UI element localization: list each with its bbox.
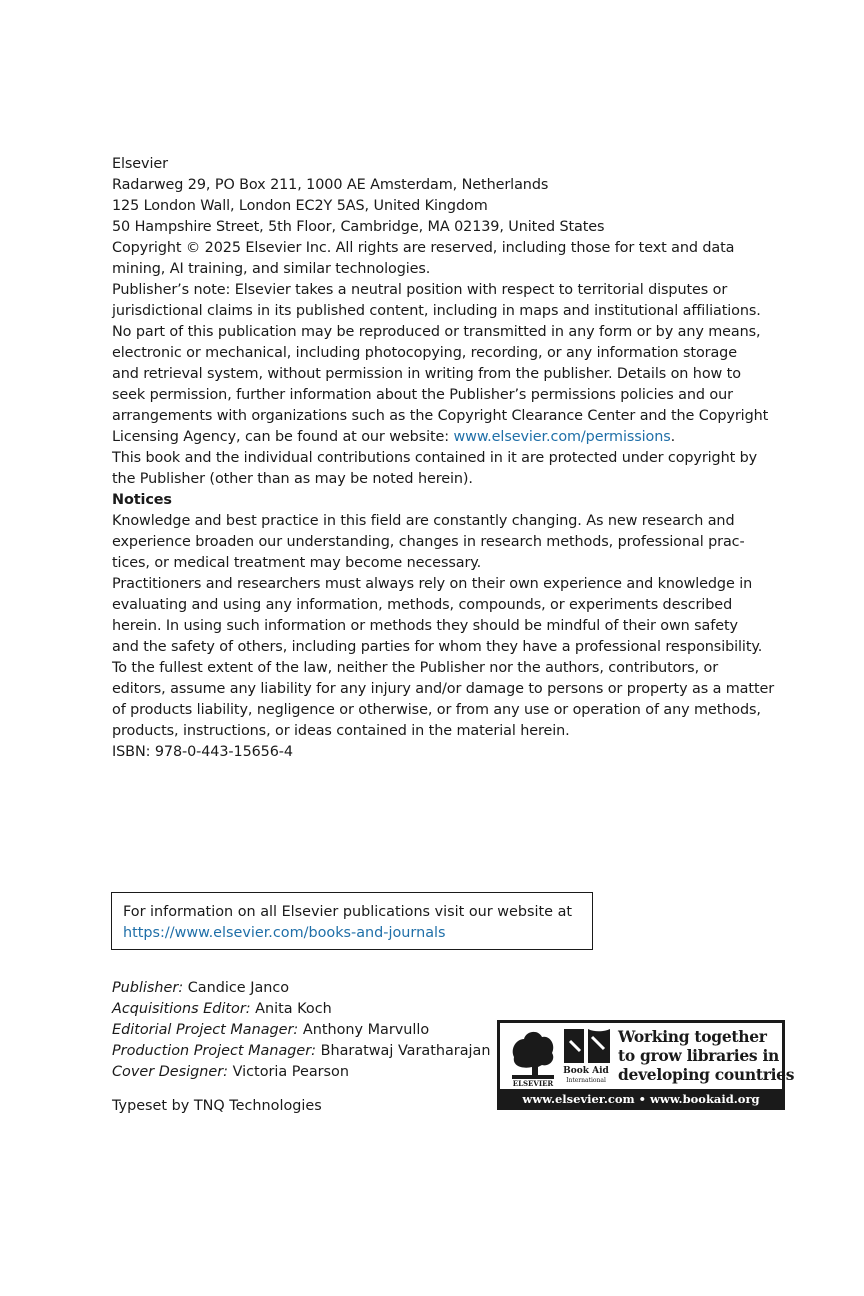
- credit-role: Cover Designer:: [112, 1064, 229, 1080]
- copyright-page-text: [112, 154, 775, 763]
- notices-line: tices, or medical treatment may become necessary.: [112, 555, 482, 571]
- permissions-line: No part of this publication may be reproduced or transmitted in any form or by any means,: [112, 324, 761, 340]
- notices-line: To the fullest extent of the law, neither the Publisher nor the authors, contributors, or: [112, 660, 719, 676]
- book-aid-footer-urls: www.elsevier.com • www.bookaid.org: [522, 1092, 760, 1106]
- permissions-line: arrangements with organizations such as the Copyright Clearance Center and the Copyright: [112, 408, 769, 424]
- credit-role: Acquisitions Editor:: [112, 1001, 251, 1017]
- tagline-line: Working together: [618, 1027, 767, 1046]
- notices-line: Practitioners and researchers must always rely on their own experience and knowledge in: [112, 576, 753, 592]
- book-aid-logo-panel: [500, 1023, 795, 1089]
- note-line: Publisher’s note: Elsevier takes a neutral position with respect to territorial disputes or: [112, 282, 728, 298]
- info-box: [111, 892, 593, 950]
- permissions-line-end: .: [670, 429, 676, 445]
- note-line: jurisdictional claims in its published content, including in maps and institutional affiliations.: [112, 303, 761, 319]
- address-line: Elsevier: [112, 156, 168, 172]
- credit-name: Victoria Pearson: [232, 1064, 349, 1080]
- protection-line: the Publisher (other than as may be noted herein).: [112, 471, 473, 487]
- credit-role: Production Project Manager:: [112, 1043, 317, 1059]
- copyright-statement: [112, 238, 752, 280]
- credit-name: Bharatwaj Varatharajan: [320, 1043, 491, 1059]
- copyright-line: mining, AI training, and similar technologies.: [112, 261, 431, 277]
- protection-paragraph: [112, 448, 758, 490]
- info-box-text: For information on all Elsevier publications visit our website at: [123, 904, 573, 920]
- publishers-note: [112, 280, 761, 322]
- notices-section: [112, 490, 752, 574]
- typeset-credit: Typeset by TNQ Technologies: [112, 1098, 322, 1114]
- book-aid-sublabel: International: [566, 1077, 606, 1084]
- notices-line: editors, assume any liability for any injury and/or damage to persons or property as a matter: [112, 681, 775, 697]
- credit-role: Publisher:: [112, 980, 184, 996]
- credit-line: [112, 1020, 490, 1041]
- permissions-link[interactable]: www.elsevier.com/permissions: [453, 429, 671, 445]
- protection-line: This book and the individual contributions contained in it are protected under copyright by: [112, 450, 758, 466]
- tagline-line: developing countries: [618, 1065, 795, 1084]
- notices-line: herein. In using such information or methods they should be mindful of their own safety: [112, 618, 738, 634]
- address-line: 125 London Wall, London EC2Y 5AS, United Kingdom: [112, 198, 488, 214]
- notices-heading: Notices: [112, 492, 172, 508]
- credit-name: Anthony Marvullo: [302, 1022, 430, 1038]
- publisher-address: [112, 154, 752, 238]
- notices-paragraph-3: [112, 658, 775, 742]
- notices-paragraph-2: [112, 574, 763, 658]
- book-aid-label: Book Aid: [563, 1066, 609, 1076]
- address-line: Radarweg 29, PO Box 211, 1000 AE Amsterdam, Netherlands: [112, 177, 549, 193]
- book-aid-banner: [497, 1020, 795, 1110]
- credit-line: [112, 999, 490, 1020]
- isbn: ISBN: 978-0-443-15656-4: [112, 744, 293, 760]
- credit-role: Editorial Project Manager:: [112, 1022, 299, 1038]
- credit-line: [112, 978, 490, 999]
- book-aid-tagline: [618, 1027, 794, 1084]
- copyright-line: Copyright © 2025 Elsevier Inc. All rights are reserved, including those for text and data: [112, 240, 735, 256]
- credit-line: [112, 1062, 490, 1083]
- tagline-line: to grow libraries in: [618, 1046, 779, 1065]
- permissions-line: electronic or mechanical, including photocopying, recording, or any information storage: [112, 345, 737, 361]
- notices-line: Knowledge and best practice in this field are constantly changing. As new research and: [112, 513, 735, 529]
- credit-name: Candice Janco: [187, 980, 290, 996]
- book-aid-logo: [562, 1027, 612, 1087]
- elsevier-tree-logo: [508, 1027, 558, 1087]
- credit-line: [112, 1041, 490, 1062]
- permissions-line: and retrieval system, without permission in writing from the publisher. Details on how to: [112, 366, 741, 382]
- address-line: 50 Hampshire Street, 5th Floor, Cambridge, MA 02139, United States: [112, 219, 605, 235]
- notices-line: experience broaden our understanding, changes in research methods, professional prac-: [112, 534, 745, 550]
- permissions-line: seek permission, further information about the Publisher’s permissions policies and our: [112, 387, 733, 403]
- notices-line: evaluating and using any information, methods, compounds, or experiments described: [112, 597, 733, 613]
- notices-line: products, instructions, or ideas contained in the material herein.: [112, 723, 570, 739]
- permissions-line-text: Licensing Agency, can be found at our website:: [112, 429, 454, 445]
- permissions-last-line: [112, 427, 752, 448]
- elsevier-logo-label: ELSEVIER: [512, 1079, 554, 1087]
- books-journals-link[interactable]: https://www.elsevier.com/books-and-journals: [123, 925, 446, 941]
- production-credits: [112, 978, 490, 1083]
- notices-line: of products liability, negligence or otherwise, or from any use or operation of any methods,: [112, 702, 761, 718]
- permissions-paragraph: [112, 322, 769, 448]
- credit-name: Anita Koch: [255, 1001, 332, 1017]
- notices-line: and the safety of others, including parties for whom they have a professional responsibility.: [112, 639, 763, 655]
